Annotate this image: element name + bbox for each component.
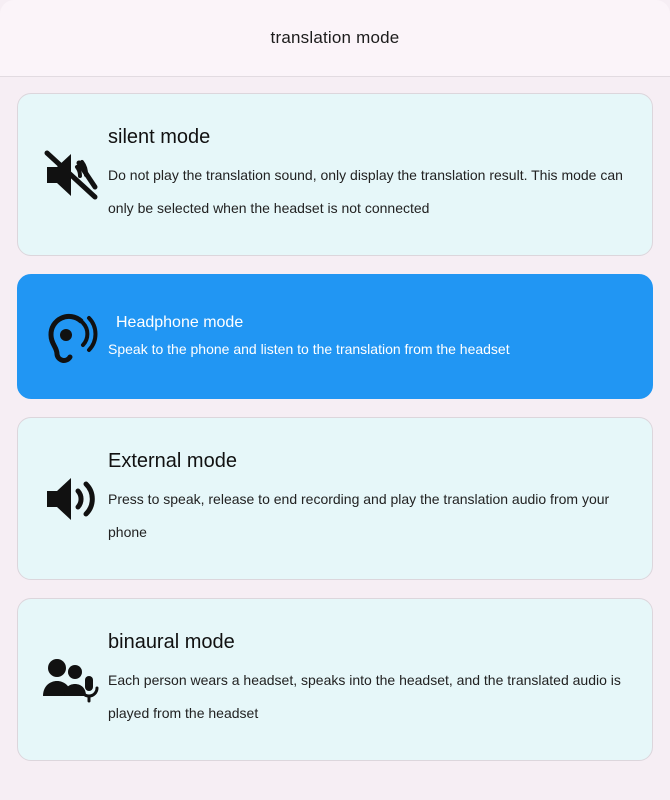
mode-title: binaural mode — [108, 631, 235, 654]
mode-option-binaural[interactable] — [17, 598, 653, 761]
two-people-microphone-icon — [34, 652, 108, 708]
mode-title: silent mode — [108, 126, 211, 149]
mode-option-silent[interactable] — [17, 93, 653, 256]
mode-text-external — [108, 449, 636, 547]
mode-title: Headphone mode — [116, 314, 244, 332]
ear-headphone-icon — [34, 309, 108, 365]
mode-text-silent — [108, 125, 636, 223]
mode-title: External mode — [108, 450, 237, 473]
page-title: translation mode — [270, 28, 400, 47]
mode-description: Each person wears a headset, speaks into the headset, and the translated audio is played from the headset — [108, 672, 621, 721]
mode-option-external[interactable] — [17, 417, 653, 580]
mode-description: Speak to the phone and listen to the translation from the headset — [108, 341, 510, 358]
mode-text-binaural — [108, 630, 636, 728]
mode-description: Do not play the translation sound, only display the translation result. This mode can only be selected when the headset is not connected — [108, 167, 623, 216]
mute-speaker-icon — [34, 147, 108, 203]
loudspeaker-icon — [34, 471, 108, 527]
mode-text-headphone — [108, 313, 636, 360]
mode-option-headphone[interactable] — [17, 274, 653, 399]
page-header — [0, 0, 670, 77]
mode-description: Press to speak, release to end recording and play the translation audio from your phone — [108, 491, 610, 540]
mode-list — [0, 77, 670, 761]
